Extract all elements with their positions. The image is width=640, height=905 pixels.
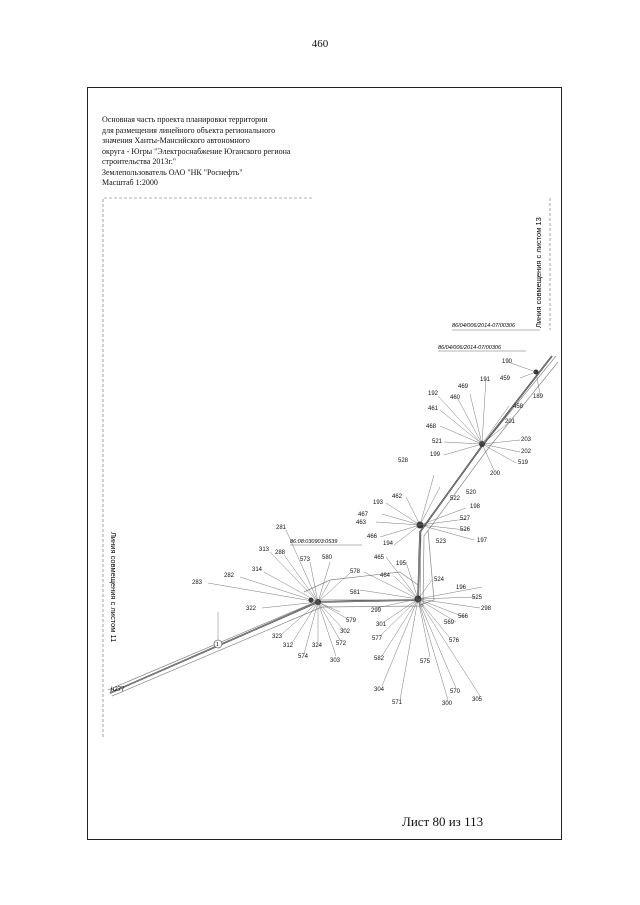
- map-boundary: [103, 198, 312, 737]
- point-label: 580: [322, 555, 333, 561]
- legend-line: Основная часть проекта планировки территории: [102, 115, 268, 124]
- point-label: 314: [252, 567, 263, 573]
- legend-line: строительства 2013г.": [102, 157, 177, 166]
- point-label: 322: [246, 606, 257, 612]
- point-label: 302: [340, 629, 351, 635]
- power-line-route: [110, 356, 552, 693]
- legend-line: округа - Югры "Электроснабжение Юганского региона: [102, 146, 291, 156]
- point-label: 283: [192, 580, 203, 586]
- match-line-label: Линия совмещения с листом 13: [534, 217, 543, 328]
- point-label: 194: [383, 541, 394, 547]
- point-label: 519: [518, 460, 529, 466]
- point-label: 582: [374, 656, 385, 662]
- point-label: 578: [350, 569, 361, 575]
- point-label: 189: [533, 394, 544, 400]
- point-label: 282: [224, 573, 235, 579]
- point-label: 579: [346, 618, 357, 624]
- cadastral-number: 86/04/006/2014-07/00306: [438, 345, 502, 351]
- point-label: 570: [450, 689, 461, 695]
- point-label: 569: [444, 620, 455, 626]
- point-label: 581: [350, 590, 361, 596]
- page-number: 460: [311, 38, 329, 50]
- point-label: 312: [283, 643, 294, 649]
- point-label: 525: [472, 595, 483, 601]
- marker-label: 1: [216, 642, 219, 648]
- point-label: 313: [259, 547, 270, 553]
- cadastral-number: 86/04/006/2014-07/00306: [452, 323, 516, 329]
- leader-lines: [110, 362, 540, 700]
- point-label: 197: [477, 538, 488, 544]
- point-label: 466: [367, 534, 378, 540]
- point-label: 524: [434, 577, 445, 583]
- point-label: 527: [460, 516, 471, 522]
- point-label: 459: [500, 376, 511, 382]
- point-label: 304: [374, 687, 385, 693]
- point-label: 299: [371, 608, 382, 614]
- point-label: 461: [428, 406, 439, 412]
- sheet-label: Лист 80 из 113: [402, 814, 484, 829]
- point-label: 199: [430, 452, 441, 458]
- point-label: 298: [481, 606, 492, 612]
- point-label: 522: [450, 496, 461, 502]
- legend-line: для размещения линейного объекта регионального: [102, 125, 276, 135]
- point-label: 193: [373, 500, 384, 506]
- point-label: 195: [396, 561, 407, 567]
- point-label: 574: [298, 654, 309, 660]
- point-label: 305: [472, 697, 483, 703]
- point-label: 281: [276, 525, 287, 531]
- point-labels: [192, 359, 544, 707]
- point-label: 196: [456, 585, 467, 591]
- point-label: 526: [460, 527, 471, 533]
- corner-label: н277: [111, 687, 125, 693]
- point-label: 571: [392, 700, 403, 706]
- point-label: 521: [432, 439, 443, 445]
- point-label: 464: [380, 573, 391, 579]
- point-label: 198: [470, 504, 481, 510]
- point-label: 462: [392, 494, 403, 500]
- point-label: 469: [458, 384, 469, 390]
- point-label: 190: [502, 359, 513, 365]
- point-label: 572: [336, 641, 347, 647]
- point-label: 301: [376, 622, 387, 628]
- point-label: 192: [428, 391, 439, 397]
- point-label: 201: [505, 419, 516, 425]
- point-label: 566: [458, 614, 469, 620]
- point-label: 460: [450, 395, 461, 401]
- point-label: 467: [358, 512, 369, 518]
- point-label: 520: [466, 490, 477, 496]
- point-label: 465: [374, 555, 385, 561]
- point-label: 573: [300, 557, 311, 563]
- point-label: 323: [272, 634, 283, 640]
- point-label: 523: [436, 539, 447, 545]
- power-line-route: [110, 356, 552, 693]
- point-label: 458: [513, 404, 524, 410]
- point-label: 575: [420, 659, 431, 665]
- point-label: 576: [449, 638, 460, 644]
- corridor-buffer: [108, 356, 558, 696]
- point-label: 191: [480, 377, 491, 383]
- cadastral-number: 86:08:030903:0539: [290, 539, 338, 545]
- point-label: 577: [372, 636, 383, 642]
- match-line-label: Линия совмещения с листом 11: [109, 532, 118, 643]
- legend-line: Землепользователь ОАО "НК "Роснефть": [102, 167, 243, 177]
- point-label: 324: [312, 643, 323, 649]
- point-label: 288: [275, 550, 286, 556]
- point-label: 468: [426, 424, 437, 430]
- legend-line: значения Ханты-Мансийского автономного: [102, 136, 250, 145]
- point-label: 463: [356, 520, 367, 526]
- legend-line: Масштаб 1:2000: [102, 178, 158, 187]
- point-label: 303: [330, 658, 341, 664]
- point-label: 300: [442, 701, 453, 707]
- point-label: 528: [398, 458, 409, 464]
- point-label: 200: [490, 471, 501, 477]
- point-label: 203: [521, 437, 532, 443]
- point-label: 202: [521, 449, 532, 455]
